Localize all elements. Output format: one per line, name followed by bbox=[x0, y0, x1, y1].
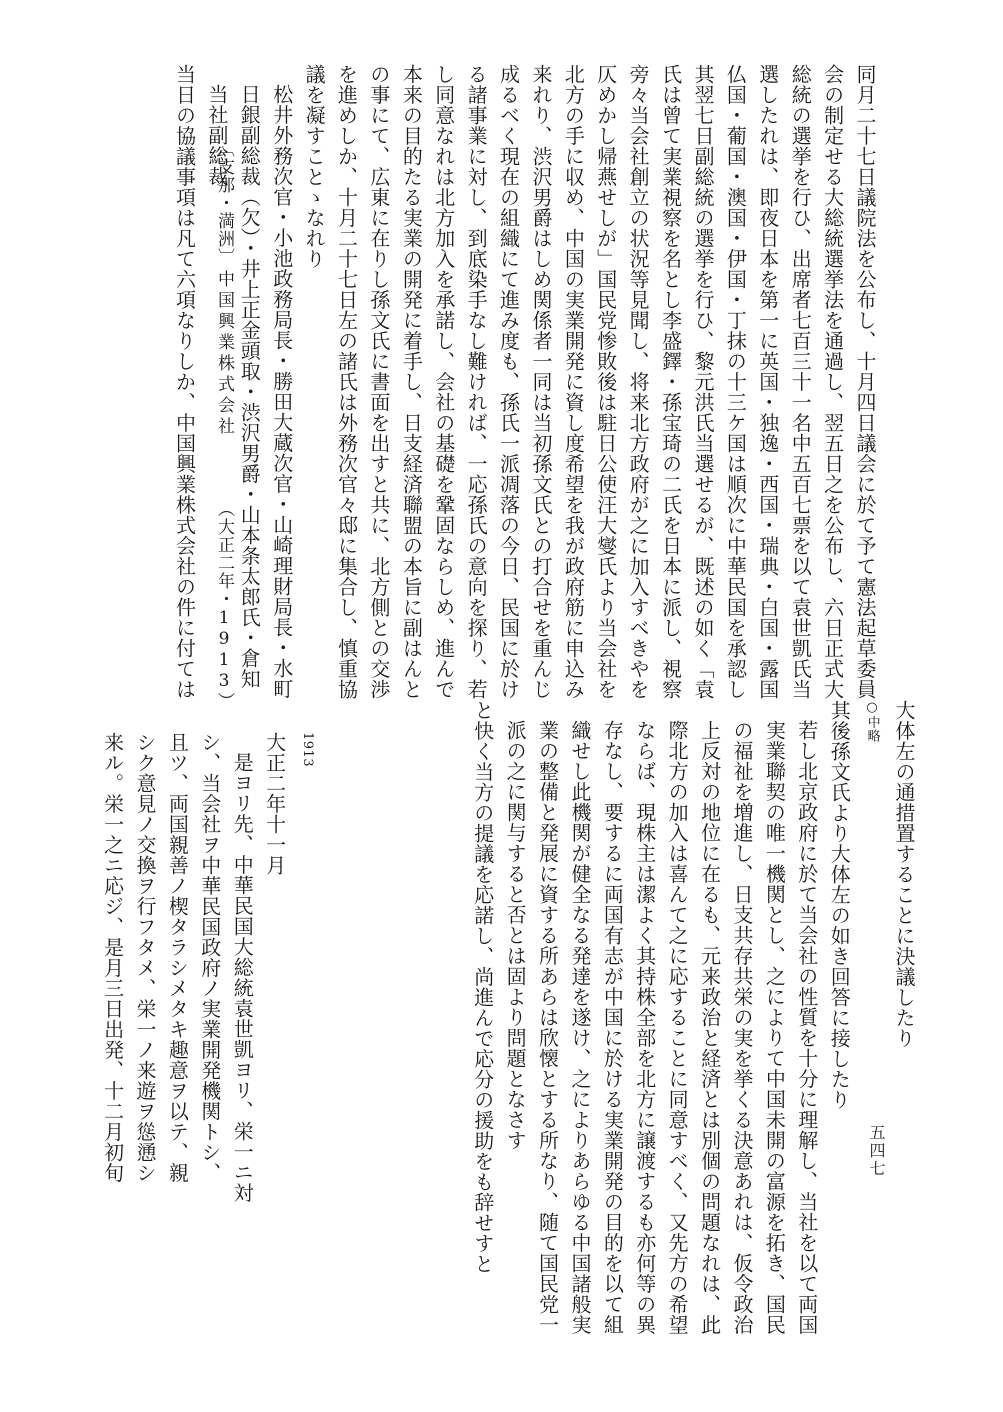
text-line: 同月二十七日議院法を公布し、十月四日議会に於て予て憲法起草委員 bbox=[853, 64, 877, 700]
text-line: 北方の手に収め、中国の実業開発に資し度希望を我が政府筋に申込み bbox=[561, 64, 586, 700]
text-line: 仏国・葡国・澳国・伊国・丁抹の十三ケ国は順次に中華民国を承認し bbox=[723, 64, 748, 700]
text-line: 是ヨリ先、中華民国大総統袁世凱ヨリ、栄一ニ対 bbox=[230, 752, 255, 1203]
page-number: 五四七 bbox=[867, 1124, 886, 1178]
text-line: 来ル。栄一之ニ応ジ、是月三日出発、十二月初旬 bbox=[100, 732, 125, 1183]
chronicle-section bbox=[96, 732, 323, 1332]
date-heading: 大正二年十一月 bbox=[262, 732, 287, 876]
year-note: 1913 bbox=[300, 732, 315, 768]
text-line: の事にて、広東に在りし孫文氏に書面を出すと共に、北方側との交渉 bbox=[366, 64, 391, 700]
text-line: し同意なれは北方加入を承諾し、会社の基礎を鞏固ならしめ、進んで bbox=[431, 64, 456, 700]
attendee-line: 当社副総裁 bbox=[204, 84, 229, 187]
text-line: と快く当方の提議を応諾し、尚進んで応分の援助をも辞せすと bbox=[470, 700, 495, 1274]
resolution-section bbox=[466, 700, 920, 1335]
quote-line: 存なし、要するに両国有志が中国に於ける実業開発の目的を以て組 bbox=[600, 720, 625, 1335]
quote-line: 実業聯契の唯一機関とし、之によりて中国未開の富源を拓き、国民 bbox=[762, 720, 787, 1335]
source-category: 〔支那・満洲〕 bbox=[214, 140, 234, 266]
text-line: 且ツ、両国親善ノ楔タラシメタキ趣意ヲ以テ、親 bbox=[165, 732, 190, 1183]
text-line: 氏は曾て実業視察を名とし李盛鐸・孫宝琦の二氏を日本に派し、視察 bbox=[658, 64, 683, 700]
text-line: 大体左の通措置することに決議したり bbox=[892, 700, 916, 1049]
quote-line: 上反対の地位に在るも、元来政治と経済とは別個の問題なれは、此 bbox=[697, 720, 722, 1335]
text-line: 其翌七日副総統の選挙を行ひ、黎元洪氏当選せるが、既述の如く「袁 bbox=[690, 64, 715, 700]
omission-mark: ○中略 bbox=[864, 700, 880, 743]
quote-line: 際北方の加入は喜んて之に応することに同意すべく、又先方の希望 bbox=[665, 720, 690, 1335]
text-line: 当日の協議事項は凡て六項なりしか、中国興業株式会社の件に付ては bbox=[172, 64, 197, 700]
source-company: 中国興業株式会社 bbox=[214, 270, 234, 438]
text-line: 総統の選挙を行ひ、出席者七百三十一名中五百七票を以て袁世凱氏当 bbox=[788, 64, 813, 700]
quote-line: ならば、現株主は潔よく其持株全部を北方に譲渡するも亦何等の異 bbox=[632, 720, 657, 1335]
quote-line: 織せし此機関が健全なる発達を遂け、之によりあらゆる中国諸般実 bbox=[567, 720, 592, 1335]
text-line: る諸事業に対し、到底染手なし難ければ、一応孫氏の意向を探り、若 bbox=[464, 64, 489, 700]
text-line: 会の制定せる大総統選挙法を通過し、翌五日之を公布し、六日正式大 bbox=[820, 64, 845, 700]
text-line: 成るべく現在の組織にて進み度も、孫氏一派凋落の今日、民国に於け bbox=[496, 64, 521, 700]
quote-line: 派の之に関与すると否とは固より問題となさす bbox=[503, 720, 528, 1151]
text-line: 本来の目的たる実業の開発に着手し、日支経済聯盟の本旨に副はんと bbox=[399, 64, 424, 700]
text-line: 来れり、渋沢男爵はしめ関係者一同は当初孫文氏との打合せを重んじ bbox=[528, 64, 553, 700]
text-line: シク意見ノ交換ヲ行フタメ、栄一ノ来遊ヲ慫慂シ bbox=[132, 732, 157, 1183]
text-line: 選したれは、即夜日本を第一に英国・独逸・西国・瑞典・白国・露国 bbox=[755, 64, 780, 700]
attendee-line: 日銀副総裁（欠）・井上正金頭取・渋沢男爵・山本条太郎氏・倉知 bbox=[237, 84, 262, 689]
quote-line: 若し北京政府に於て当会社の性質を十分に理解し、当社を以て両国 bbox=[794, 720, 819, 1335]
attendee-line: 松井外務次官・小池政務局長・勝田大蔵次官・山崎理財局長・水町 bbox=[269, 84, 294, 699]
narrative-section bbox=[168, 64, 881, 700]
text-line: 仄めかし帰燕せしが」国民党惨敗後は駐日公使汪大燮氏より当会社を bbox=[593, 64, 618, 700]
text-line: 其後孫文氏より大体左の如き回答に接したり bbox=[827, 700, 852, 1110]
text-line: 議を凝すことゝなれり bbox=[302, 64, 327, 269]
quote-line: 業の整備と発展に資する所あらは欣懐とする所なり、随て国民党一 bbox=[535, 720, 560, 1335]
text-line: シ、当会社ヲ中華民国政府ノ実業開発機関トシ、 bbox=[197, 732, 222, 1183]
text-line: 旁々当会社創立の状況等見聞し、将来北方政府が之に加入すべきやを bbox=[626, 64, 651, 700]
source-date: （大正二年・1913） bbox=[214, 500, 234, 710]
quote-line: の福祉を増進し、日支共存共栄の実を挙くる決意あれは、仮令政治 bbox=[729, 720, 754, 1335]
text-line: を進めしか、十月二十七日左の諸氏は外務次官々邸に集合し、慎重協 bbox=[334, 64, 359, 700]
